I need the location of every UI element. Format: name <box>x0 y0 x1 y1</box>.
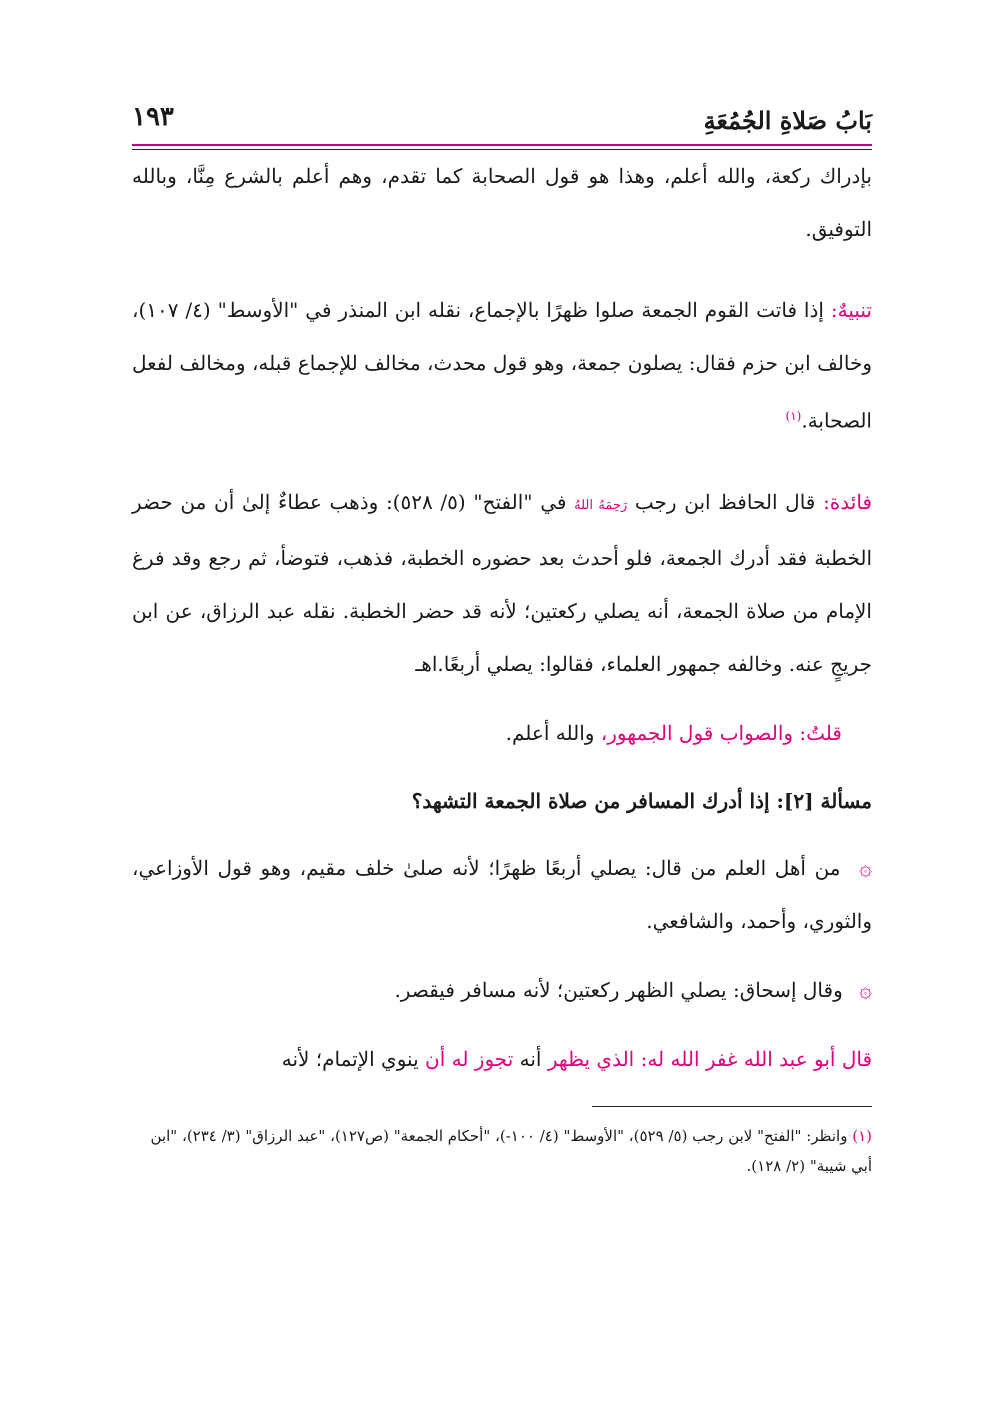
benefit-label: فائدة: <box>823 489 872 514</box>
bullet-item <box>132 964 872 1017</box>
footnote-text: وانظر: "الفتح" لابن رجب (٥/ ٥٢٩)، "الأوسط" (٤/ ١٠٠-)، "أحكام الجمعة" (ص١٢٧)، "عبد الرزاق" (٣/ ٢٣٤)، "ابن أبي شيبة" (٢/ ١٢٨). <box>150 1126 872 1175</box>
paragraph-note <box>132 284 872 448</box>
chapter-title: بَابُ صَلاةِ الجُمُعَةِ <box>703 106 872 135</box>
author-label: قال أبو عبد الله غفر الله له: <box>640 1046 872 1071</box>
bullet-text: من أهل العلم من قال: يصلي أربعًا ظهرًا؛ لأنه صلىٰ خلف مقيم، وهو قول الأوزاعي، والثوري، وأحمد، والشافعي. <box>132 855 872 933</box>
paragraph-opinion <box>132 707 872 760</box>
paragraph-text: بإدراك ركعة، والله أعلم، وهذا هو قول الصحابة كما تقدم، وهم أعلم بالشرع مِنَّا، وبالله التوفيق. <box>132 164 872 241</box>
note-label: تنبيهٌ: <box>830 298 872 322</box>
author-phrase-2: تجوز له أن <box>425 1046 514 1071</box>
opinion-label: قلتُ: والصواب قول الجمهور، <box>600 720 842 745</box>
footnote-separator <box>592 1106 872 1107</box>
spacer <box>132 1017 872 1033</box>
ornament-icon: ۞ <box>859 977 872 1003</box>
spacer <box>132 448 872 476</box>
spacer <box>132 691 872 707</box>
page-number: ١٩٣ <box>132 102 174 132</box>
author-phrase: الذي يظهر <box>547 1046 635 1071</box>
spacer <box>132 948 872 964</box>
paragraph-author <box>132 1033 872 1086</box>
paragraph-benefit <box>132 476 872 691</box>
honorific: رَحِمَهُ اللهُ <box>574 497 628 513</box>
spacer <box>132 256 872 284</box>
benefit-text-a: قال الحافظ ابن رجب <box>634 489 816 514</box>
book-page <box>132 100 872 1360</box>
spacer <box>132 826 872 842</box>
benefit-text-b: في "الفتح" (٥/ ٥٢٨): وذهب عطاءٌ إلىٰ أن من حضر الخطبة فقد أدرك الجمعة، فلو أحدث بعد حضوره الخطبة، فذهب، فتوضأ، ثم رجع وقد فرغ الإمام من صلاة الجمعة، أنه يصلي ركعتين؛ لأنه قد حضر الخطبة. نقله عبد الرزاق، عن ابن جريجٍ عنه. وخالفه جمهور العلماء، فقالوا: يصلي أربعًا.اهـ <box>132 489 872 676</box>
page-header <box>132 100 872 144</box>
bullet-text: وقال إسحاق: يصلي الظهر ركعتين؛ لأنه مسافر فيقصر. <box>394 977 843 1002</box>
footnote-number: (١) <box>852 1126 872 1145</box>
ornament-icon: ۞ <box>859 855 872 881</box>
bullet-item <box>132 842 872 948</box>
author-text: أنه <box>519 1046 542 1071</box>
spacer <box>132 760 872 776</box>
opinion-text: والله أعلم. <box>505 720 595 745</box>
footnote-reference[interactable]: (١) <box>785 409 802 423</box>
note-text: إذا فاتت القوم الجمعة صلوا ظهرًا بالإجماع، نقله ابن المنذر في "الأوسط" (٤/ ١٠٧)، وخالف ابن حزم فقال: يصلون جمعة، وهو قول محدث، مخالف للإجماع قبله، ومخالف لفعل الصحابة. <box>132 298 872 433</box>
question-heading: مسألة [٢]: إذا أدرك المسافر من صلاة الجمعة التشهد؟ <box>411 788 872 813</box>
paragraph-continuation <box>132 150 872 256</box>
author-text-2: ينوي الإتمام؛ لأنه <box>281 1046 419 1071</box>
footnote <box>132 1121 872 1181</box>
header-rule <box>132 144 872 146</box>
